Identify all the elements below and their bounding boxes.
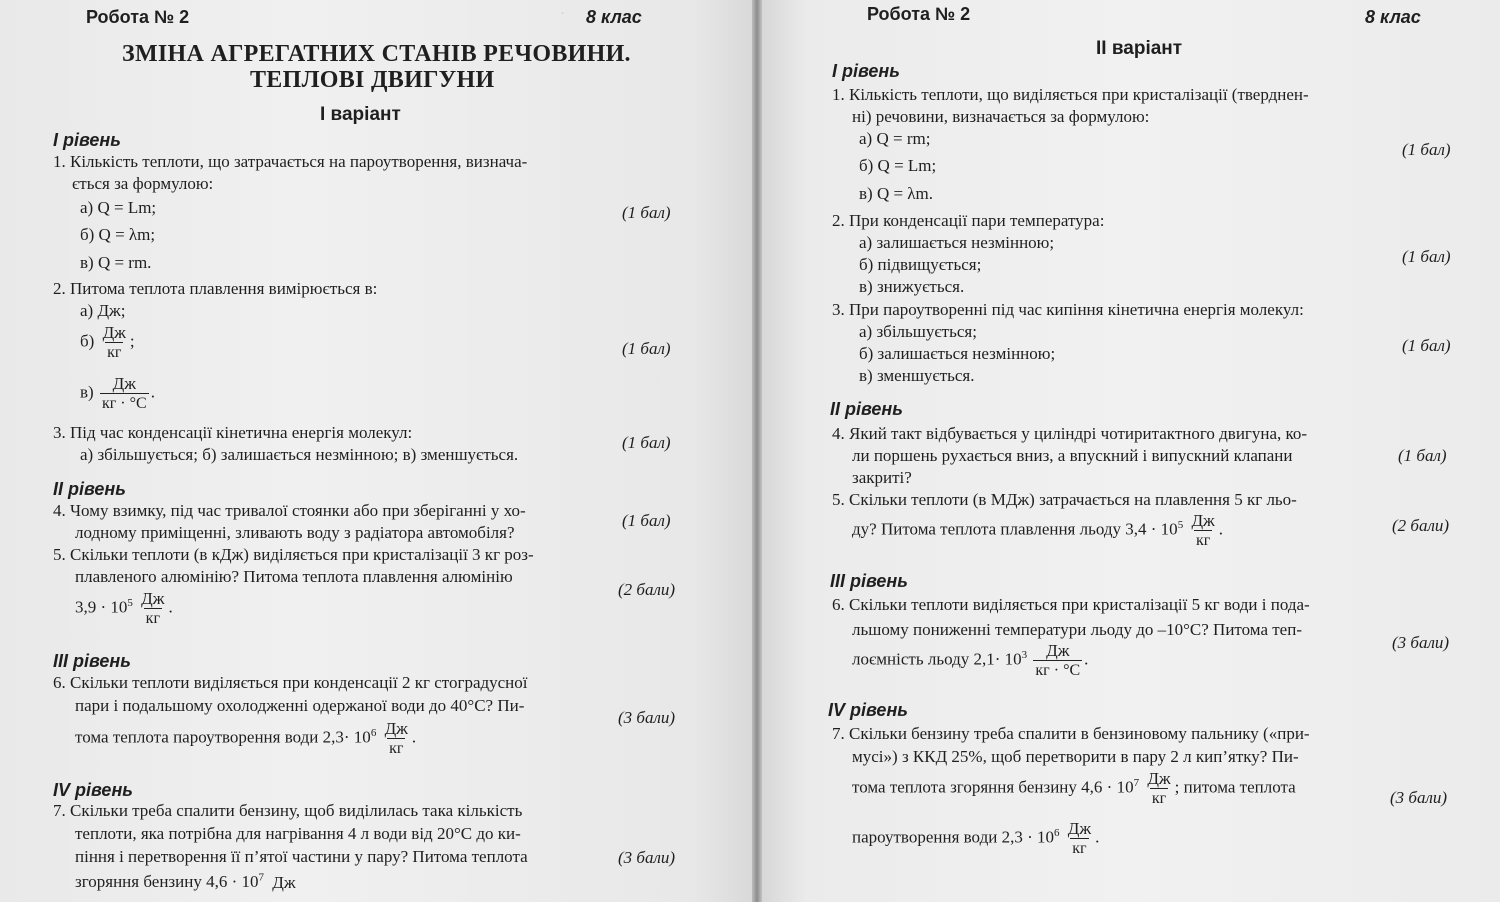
text-continuation: ; питома теплота bbox=[1174, 777, 1296, 797]
fraction-denominator: кг bbox=[1072, 840, 1087, 857]
unit-fraction bbox=[270, 874, 297, 892]
unit-fraction bbox=[383, 720, 410, 757]
text-with-number: лоємність льоду 2,1· 10 bbox=[852, 649, 1022, 669]
option-letter: в) bbox=[80, 382, 94, 402]
text-with-number: ду? Питома теплота плавлення льоду 3,4 · 10 bbox=[852, 519, 1178, 539]
question-7-line4 bbox=[852, 820, 1099, 857]
question-1-option-b: б) Q = Lm; bbox=[859, 156, 937, 175]
question-3-option-c: в) зменшується. bbox=[859, 366, 975, 385]
question-6-line3 bbox=[75, 720, 416, 757]
grade-header: 8 клас bbox=[1365, 7, 1421, 27]
question-1-points: (1 бал) bbox=[1402, 140, 1451, 159]
exponent: 6 bbox=[1053, 826, 1060, 839]
question-4-line2: ли поршень рухається вниз, а впускний і випускний клапани bbox=[852, 446, 1293, 465]
punctuation: . bbox=[1084, 649, 1089, 669]
question-7-points: (3 бали) bbox=[1390, 788, 1448, 807]
question-1-option-a: а) Q = Lm; bbox=[80, 198, 157, 217]
question-7-points: (3 бали) bbox=[618, 848, 676, 867]
question-6-line1: 6. Скільки теплоти виділяється при кристалізації 5 кг води і пода- bbox=[832, 595, 1310, 614]
question-2-option-c bbox=[80, 375, 155, 412]
page-title-line1: ЗМІНА АГРЕГАТНИХ СТАНІВ РЕЧОВИНИ. bbox=[122, 41, 631, 67]
fraction-denominator: кг · °С bbox=[101, 395, 147, 412]
question-1-line2: ні) речовини, визначається за формулою: bbox=[852, 107, 1150, 126]
question-3-points: (1 бал) bbox=[1402, 336, 1451, 355]
question-4-points: (1 бал) bbox=[1398, 446, 1447, 465]
question-2-option-b bbox=[80, 324, 135, 361]
level-heading-2: II рівень bbox=[53, 479, 126, 499]
variant-heading: I варіант bbox=[320, 104, 401, 125]
text-with-number: пароутворення води 2,3 · 10 bbox=[852, 827, 1054, 847]
question-1-option-a: а) Q = rm; bbox=[859, 129, 931, 148]
fraction-numerator: Дж bbox=[141, 589, 165, 608]
level-heading-3: III рівень bbox=[830, 571, 908, 591]
punctuation: . bbox=[1095, 827, 1100, 847]
question-1-option-c: в) Q = λm. bbox=[859, 184, 934, 203]
question-5-line1: 5. Скільки теплоти (в МДж) затрачається на плавлення 5 кг льо- bbox=[832, 490, 1297, 509]
page-title-line2: ТЕПЛОВІ ДВИГУНИ bbox=[250, 67, 495, 93]
question-4-line3: закриті? bbox=[852, 468, 912, 487]
bleed-through-text: · bbox=[560, 6, 565, 22]
fraction-numerator: Дж bbox=[1147, 769, 1171, 788]
question-5-points: (2 бали) bbox=[618, 580, 676, 599]
question-6-line3 bbox=[852, 642, 1088, 679]
question-4-line2: лодному приміщенні, зливають воду з радіатора автомобіля? bbox=[75, 523, 515, 542]
question-2-points: (1 бал) bbox=[1402, 247, 1451, 266]
text-with-number: згоряння бензину 4,6 · 10 bbox=[75, 872, 259, 891]
question-6-line1: 6. Скільки теплоти виділяється при конденсації 2 кг стоградусної bbox=[53, 673, 528, 692]
exponent: 5 bbox=[127, 596, 133, 609]
level-heading-4: IV рівень bbox=[828, 700, 908, 720]
fraction-numerator: Дж bbox=[1191, 511, 1215, 530]
question-3-points: (1 бал) bbox=[622, 433, 671, 452]
question-5-line1: 5. Скільки теплоти (в кДж) виділяється при кристалізації 3 кг роз- bbox=[53, 545, 534, 564]
book-spine bbox=[752, 0, 762, 902]
fraction-denominator: кг bbox=[389, 740, 404, 757]
question-1-line2: ється за формулою: bbox=[72, 174, 214, 193]
question-7-line2: теплоти, яка потрібна для нагрівання 4 л води від 20°С до ки- bbox=[75, 824, 521, 843]
fraction-numerator: Дж bbox=[102, 323, 126, 342]
unit-fraction bbox=[1066, 820, 1093, 857]
question-5-line2: плавленого алюмінію? Питома теплота плавлення алюмінію bbox=[75, 567, 513, 586]
unit-fraction bbox=[139, 590, 166, 627]
question-5-line2 bbox=[852, 512, 1223, 549]
question-7-line3 bbox=[852, 770, 1296, 807]
exponent: 7 bbox=[258, 871, 264, 884]
question-3-option-a: а) збільшується; bbox=[859, 322, 977, 341]
question-3-text: 3. При пароутворенні під час кипіння кінетична енергія молекул: bbox=[832, 300, 1304, 319]
question-2-points: (1 бал) bbox=[622, 339, 671, 358]
fraction-denominator: кг · °С bbox=[1035, 662, 1081, 679]
question-7-line3: піння і перетворення її п’ятої частини у пару? Питома теплота bbox=[75, 847, 528, 866]
fraction-numerator: Дж bbox=[384, 719, 408, 738]
question-7-line1: 7. Скільки бензину треба спалити в бензиновому пальнику («при- bbox=[832, 724, 1310, 743]
question-6-line2: льшому пониженні температури льоду до –10°С? Питома теп- bbox=[852, 620, 1302, 639]
question-6-points: (3 бали) bbox=[1392, 633, 1450, 652]
unit-fraction bbox=[1145, 770, 1172, 807]
work-number-header: Робота № 2 bbox=[867, 4, 971, 24]
question-5-value bbox=[75, 590, 173, 627]
level-heading-1: I рівень bbox=[53, 130, 121, 150]
fraction-denominator: кг bbox=[1195, 532, 1211, 549]
punctuation: . bbox=[168, 597, 173, 617]
fraction-numerator: Дж bbox=[1067, 819, 1092, 838]
question-1-line1: 1. Кількість теплоти, що затрачається на пароутворення, визнача- bbox=[53, 152, 528, 171]
question-3-line2: а) збільшується; б) залишається незмінною; в) зменшується. bbox=[80, 445, 519, 464]
fraction-numerator: Дж bbox=[112, 374, 136, 393]
punctuation: . bbox=[411, 727, 417, 747]
question-5-points: (2 бали) bbox=[1392, 516, 1450, 535]
exponent: 5 bbox=[1177, 518, 1184, 531]
level-heading-4: IV рівень bbox=[53, 780, 133, 800]
text-with-number: тома теплота пароутворення води 2,3· 10 bbox=[75, 727, 371, 747]
question-1-points: (1 бал) bbox=[622, 203, 671, 222]
fraction-numerator: Дж bbox=[272, 873, 296, 893]
question-2-option-a: а) Дж; bbox=[80, 301, 126, 320]
level-heading-1: I рівень bbox=[832, 61, 900, 81]
question-2-text: 2. При конденсації пари температура: bbox=[832, 211, 1105, 230]
question-7-line4 bbox=[75, 872, 300, 892]
question-2-option-c: в) знижується. bbox=[859, 277, 965, 296]
question-6-line2: пари і подальшому охолодженні одержаної води до 40°С? Пи- bbox=[75, 696, 525, 715]
unit-fraction bbox=[1189, 512, 1216, 549]
level-heading-2: II рівень bbox=[830, 399, 903, 419]
text-with-number: тома теплота згоряння бензину 4,6 · 10 bbox=[852, 777, 1134, 797]
exponent: 6 bbox=[370, 726, 377, 739]
question-1-option-c: в) Q = rm. bbox=[80, 253, 152, 272]
fraction-denominator: кг bbox=[1151, 790, 1167, 807]
right-page bbox=[762, 0, 1500, 902]
question-7-line2: мусі») з ККД 25%, щоб перетворити в пару 2 л кип’ятку? Пи- bbox=[852, 747, 1299, 766]
fraction-denominator: кг bbox=[107, 344, 122, 361]
variant-heading: II варіант bbox=[1096, 38, 1183, 59]
question-3-line1: 3. Під час конденсації кінетична енергія молекул: bbox=[53, 423, 413, 442]
question-4-line1: 4. Чому взимку, під час тривалої стоянки або при зберіганні у хо- bbox=[53, 501, 526, 520]
unit-fraction bbox=[101, 324, 128, 361]
fraction-denominator: кг bbox=[145, 610, 161, 627]
question-7-line1: 7. Скільки треба спалити бензину, щоб виділилась така кількість bbox=[53, 801, 523, 820]
question-2-option-b: б) підвищується; bbox=[859, 255, 982, 274]
option-letter: б) bbox=[80, 331, 95, 351]
number-mantissa: 3,9 · 10 bbox=[75, 597, 128, 617]
grade-header: 8 клас bbox=[586, 7, 642, 27]
punctuation: ; bbox=[129, 331, 135, 351]
question-2-option-a: а) залишається незмінною; bbox=[859, 233, 1055, 252]
question-4-points: (1 бал) bbox=[622, 511, 671, 530]
punctuation: . bbox=[150, 382, 155, 402]
question-1-option-b: б) Q = λm; bbox=[80, 225, 156, 244]
question-3-option-b: б) залишається незмінною; bbox=[859, 344, 1056, 363]
question-6-points: (3 бали) bbox=[618, 708, 676, 727]
question-4-line1: 4. Який такт відбувається у циліндрі чотиритактного двигуна, ко- bbox=[832, 424, 1308, 443]
level-heading-3: III рівень bbox=[53, 651, 131, 671]
unit-fraction bbox=[1033, 642, 1082, 679]
question-1-line1: 1. Кількість теплоти, що виділяється при кристалізації (тверднен- bbox=[832, 85, 1309, 104]
fraction-numerator: Дж bbox=[1046, 641, 1070, 660]
exponent: 3 bbox=[1021, 648, 1028, 661]
exponent: 7 bbox=[1133, 776, 1140, 789]
unit-fraction bbox=[100, 375, 149, 412]
question-2-text: 2. Питома теплота плавлення вимірюється в: bbox=[53, 279, 378, 298]
punctuation: . bbox=[1218, 519, 1224, 539]
work-number-header: Робота № 2 bbox=[86, 7, 190, 27]
